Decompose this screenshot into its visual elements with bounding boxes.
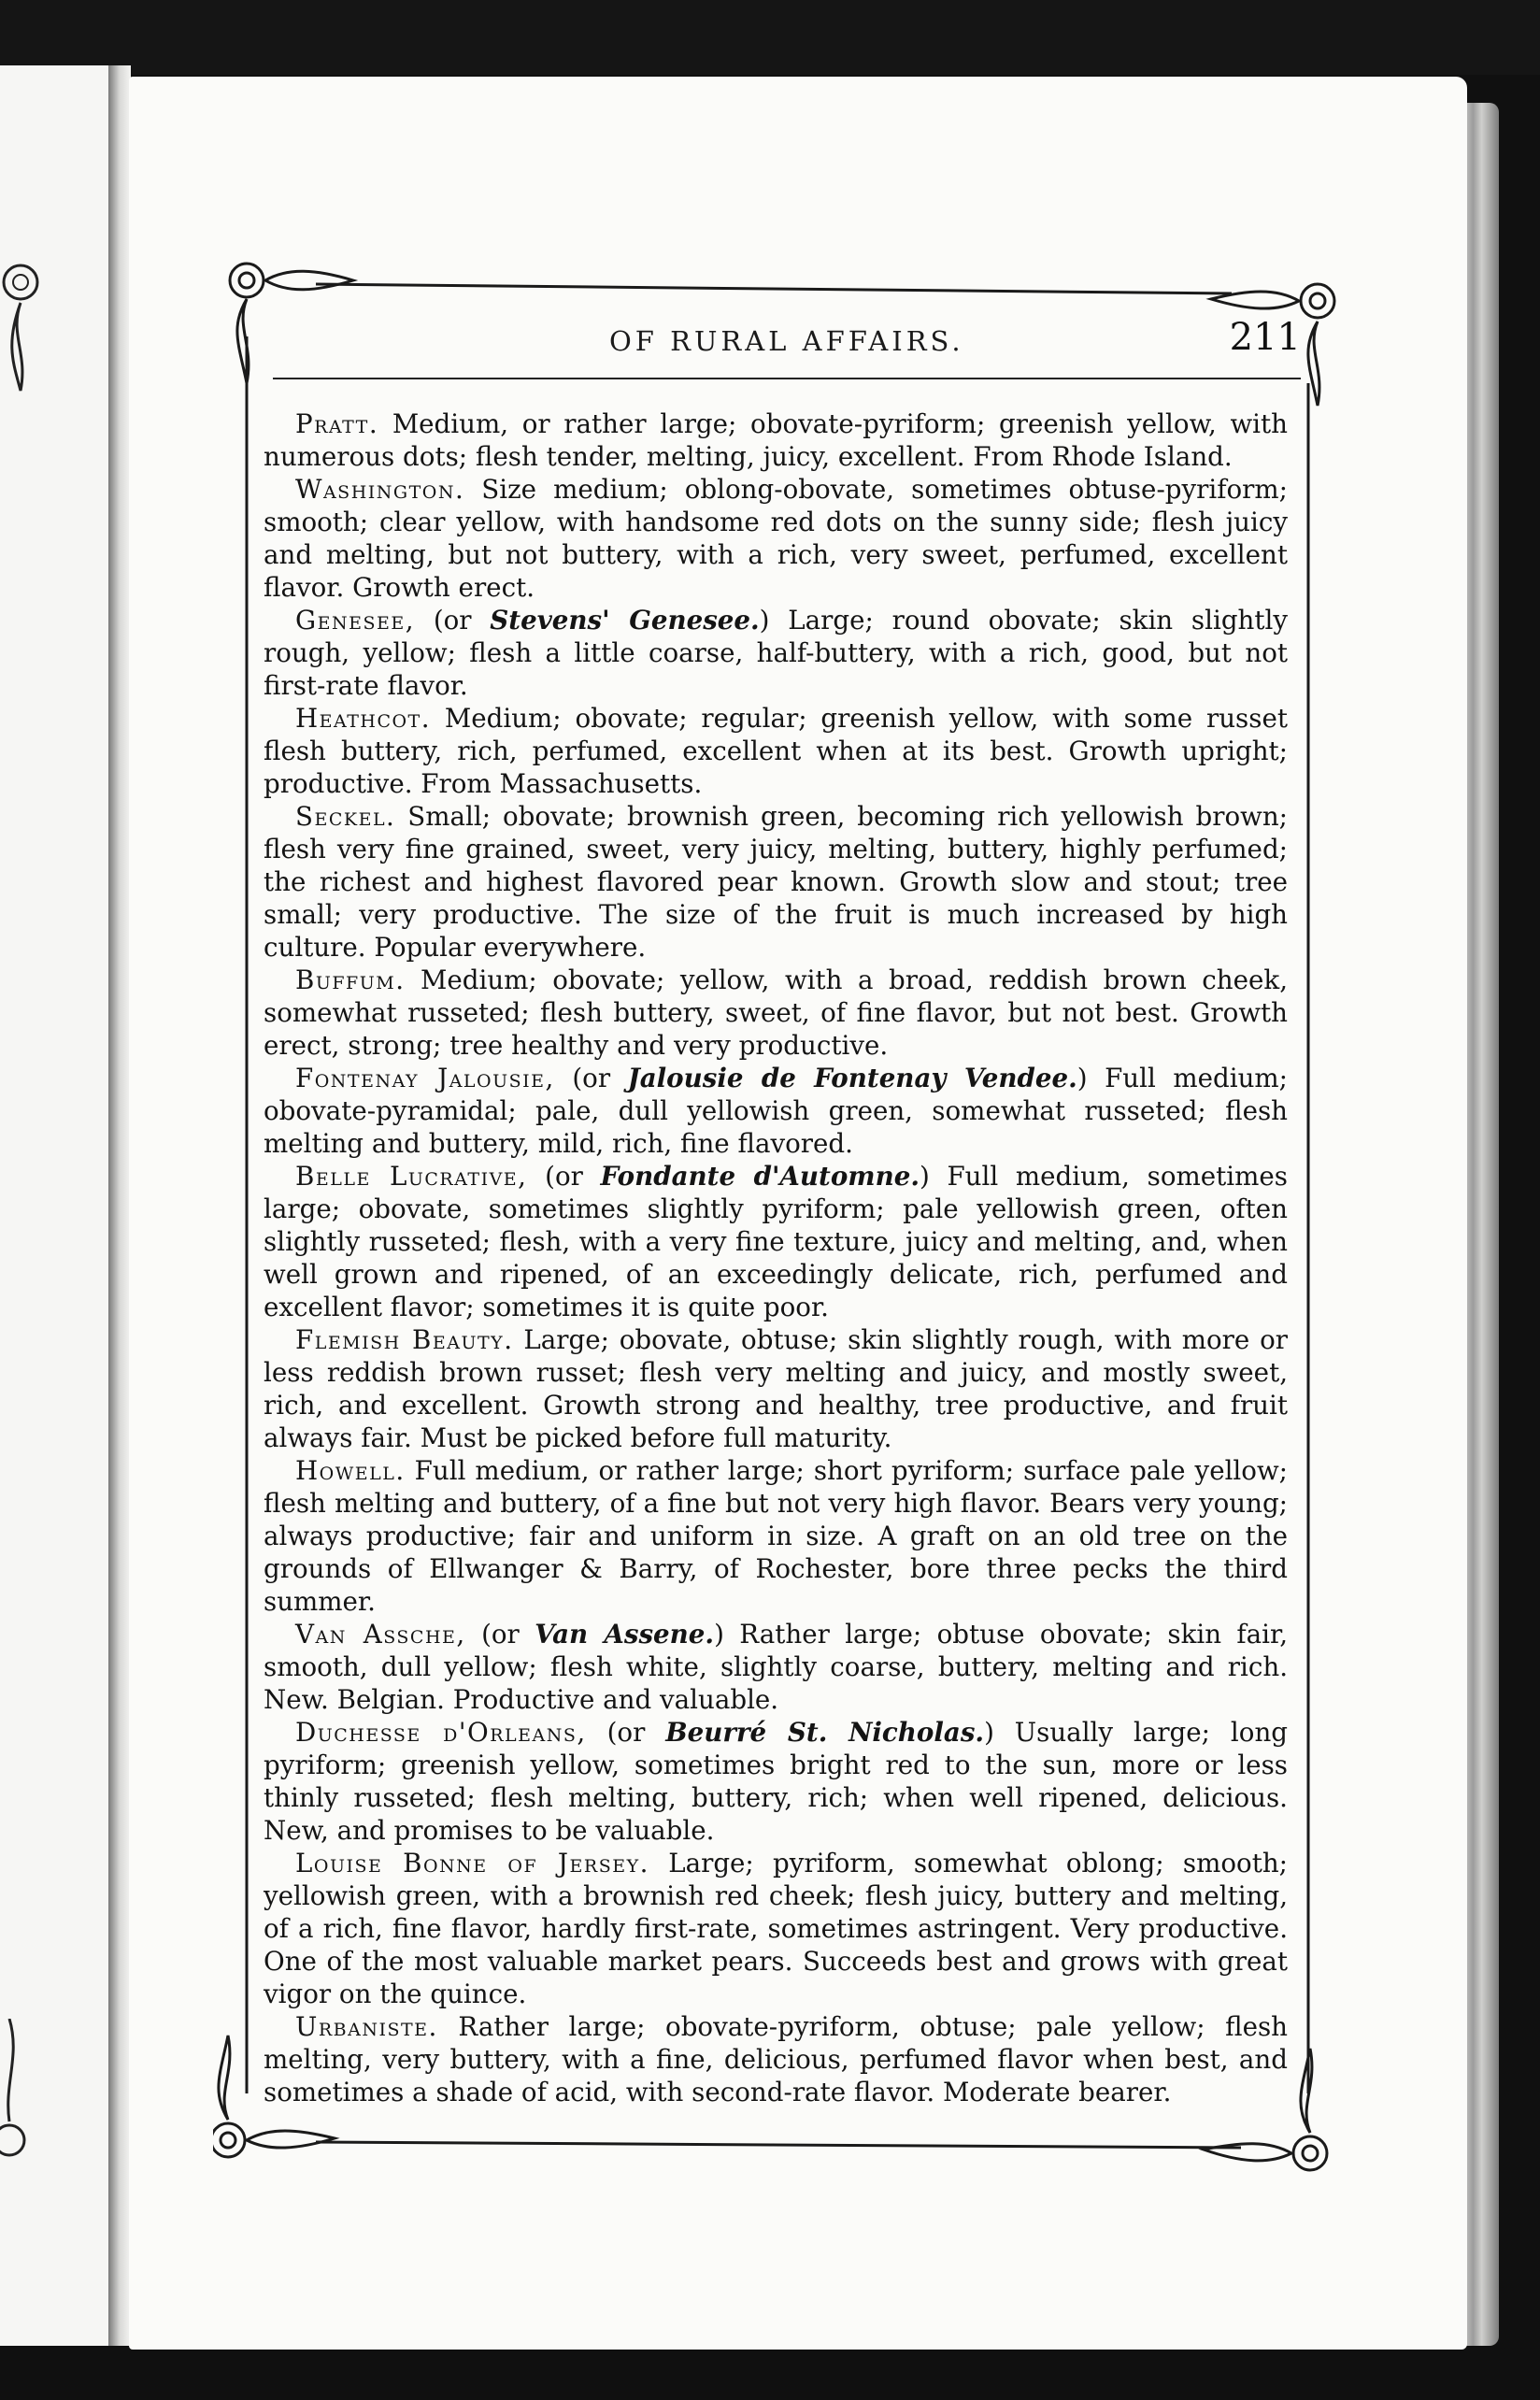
pear-entry bbox=[264, 964, 1288, 1062]
variety-name: Louise Bonne of Jersey. bbox=[295, 1848, 649, 1879]
pear-entry bbox=[264, 1160, 1288, 1323]
pear-entry bbox=[264, 1062, 1288, 1160]
synonym-suffix: ) bbox=[984, 1717, 994, 1748]
book-gutter bbox=[108, 65, 131, 2346]
variety-name: Flemish Beauty. bbox=[295, 1324, 514, 1355]
pear-entry bbox=[264, 407, 1288, 473]
pear-entry bbox=[264, 702, 1288, 800]
variety-description: Medium; obovate; yellow, with a broad, reddish brown cheek, somewhat russeted; flesh buttery, sweet, of fine flavor, but not best. Growth erect, strong; tree healthy and very productive. bbox=[264, 964, 1288, 1061]
facing-page-ornament-bottom bbox=[0, 2019, 56, 2168]
variety-description: Medium, or rather large; obovate-pyriform; greenish yellow, with numerous dots; flesh tender, melting, juicy, excellent. From Rhode Island. bbox=[264, 408, 1288, 472]
variety-synonym: Van Assene. bbox=[535, 1619, 715, 1650]
page-number: 211 bbox=[1229, 316, 1301, 359]
pear-entry bbox=[264, 1847, 1288, 2010]
variety-synonym: Jalousie de Fontenay Vendee. bbox=[627, 1063, 1077, 1093]
variety-name: Genesee, bbox=[295, 605, 416, 636]
body-text bbox=[264, 407, 1288, 2108]
variety-synonym: Fondante d'Automne. bbox=[600, 1161, 920, 1192]
pear-entry bbox=[264, 1454, 1288, 1618]
synonym-suffix: ) bbox=[714, 1619, 724, 1650]
synonym-prefix: (or bbox=[554, 1063, 628, 1093]
synonym-suffix: ) bbox=[1077, 1063, 1088, 1093]
variety-name: Seckel. bbox=[295, 801, 396, 832]
header-rule bbox=[273, 378, 1301, 379]
variety-name: Belle Lucrative, bbox=[295, 1161, 528, 1192]
variety-description: Full medium; obovate-pyramidal; pale, dull yellowish green, somewhat russeted; flesh melting and buttery, mild, rich, fine flavored. bbox=[264, 1063, 1288, 1159]
variety-synonym: Stevens' Genesee. bbox=[490, 605, 760, 636]
scan-background bbox=[0, 0, 1540, 75]
variety-description: Usually large; long pyriform; greenish yellow, sometimes bright red to the sun, more or less thinly russeted; flesh melting, buttery, rich; when well ripened, delicious. New, and promises to be valuable. bbox=[264, 1717, 1288, 1846]
pear-entry bbox=[264, 604, 1288, 702]
variety-name: Van Assche, bbox=[295, 1619, 466, 1650]
running-title: OF RURAL AFFAIRS. bbox=[609, 325, 964, 357]
variety-name: Buffum. bbox=[295, 964, 406, 995]
variety-description: Full medium, or rather large; short pyriform; surface pale yellow; flesh melting and buttery, of a fine but not very high flavor. Bears very young; always productive; fair and uniform in size. A graft on an old tree on the grounds of Ellwanger & Barry, of Rochester, bore three pecks the third summer. bbox=[264, 1455, 1288, 1617]
synonym-prefix: (or bbox=[527, 1161, 601, 1192]
variety-description: Large; round obovate; skin slightly rough, yellow; flesh a little coarse, half-buttery, with a rich, good, but not first-rate flavor. bbox=[264, 605, 1289, 701]
variety-description: Full medium, sometimes large; obovate, sometimes slightly pyriform; pale yellowish green, often slightly russeted; flesh, with a very fine texture, juicy and melting, and, when well grown and ripened, of an exceedingly delicate, rich, perfumed and excellent flavor; sometimes it is quite poor. bbox=[264, 1161, 1288, 1322]
synonym-prefix: (or bbox=[586, 1717, 666, 1748]
synonym-prefix: (or bbox=[415, 605, 491, 636]
variety-synonym: Beurré St. Nicholas. bbox=[665, 1717, 985, 1748]
pear-entry bbox=[264, 2010, 1288, 2108]
pear-entry bbox=[264, 473, 1288, 604]
variety-name: Fontenay Jalousie, bbox=[295, 1063, 555, 1093]
synonym-suffix: ) bbox=[759, 605, 770, 636]
pear-entry bbox=[264, 1323, 1288, 1454]
variety-name: Urbaniste. bbox=[295, 2011, 438, 2042]
pear-entry bbox=[264, 1618, 1288, 1716]
page-header bbox=[273, 316, 1301, 372]
variety-description: Rather large; obtuse obovate; skin fair, smooth, dull yellow; flesh white, slightly coarse, buttery, melting and rich. New. Belgian. Productive and valuable. bbox=[264, 1619, 1289, 1715]
synonym-suffix: ) bbox=[919, 1161, 930, 1192]
variety-name: Washington. bbox=[295, 474, 465, 505]
variety-description: Size medium; oblong-obovate, sometimes obtuse-pyriform; smooth; clear yellow, with handsome red dots on the sunny side; flesh juicy and melting, but not buttery, with a rich, very sweet, perfumed, excellent flavor. Growth erect. bbox=[264, 474, 1288, 603]
variety-description: Rather large; obovate-pyriform, obtuse; pale yellow; flesh melting, very buttery, with a fine, delicious, perfumed flavor when best, and sometimes a shade of acid, with second-rate flavor. Moderate bearer. bbox=[264, 2011, 1288, 2107]
variety-name: Pratt. bbox=[295, 408, 379, 439]
variety-name: Heathcot. bbox=[295, 703, 432, 734]
synonym-prefix: (or bbox=[465, 1619, 535, 1650]
facing-page-ornament-top bbox=[0, 250, 56, 437]
variety-name: Duchesse d'Orleans, bbox=[295, 1717, 587, 1748]
variety-description: Large; pyriform, somewhat oblong; smooth; yellowish green, with a brownish red cheek; flesh juicy, buttery and melting, of a rich, fine flavor, hardly first-rate, sometimes astringent. Very productive. One of the most valuable market pears. Succeeds best and grows with great vigor on the quince. bbox=[264, 1848, 1289, 2009]
pear-entry bbox=[264, 800, 1288, 964]
variety-name: Howell. bbox=[295, 1455, 406, 1486]
pear-entry bbox=[264, 1716, 1288, 1847]
variety-description: Small; obovate; brownish green, becoming rich yellowish brown; flesh very fine grained, sweet, very juicy, melting, buttery, highly perfumed; the richest and highest flavored pear known. Growth slow and stout; tree small; very productive. The size of the fruit is much increased by high culture. Popular everywhere. bbox=[264, 801, 1288, 963]
variety-description: Medium; obovate; regular; greenish yellow, with some russet flesh buttery, rich, perfumed, excellent when at its best. Growth upright; productive. From Massachusetts. bbox=[264, 703, 1288, 799]
variety-description: Large; obovate, obtuse; skin slightly rough, with more or less reddish brown russet; flesh very melting and juicy, and mostly sweet, rich, and excellent. Growth strong and healthy, tree productive, and fruit always fair. Must be picked before full maturity. bbox=[264, 1324, 1289, 1453]
